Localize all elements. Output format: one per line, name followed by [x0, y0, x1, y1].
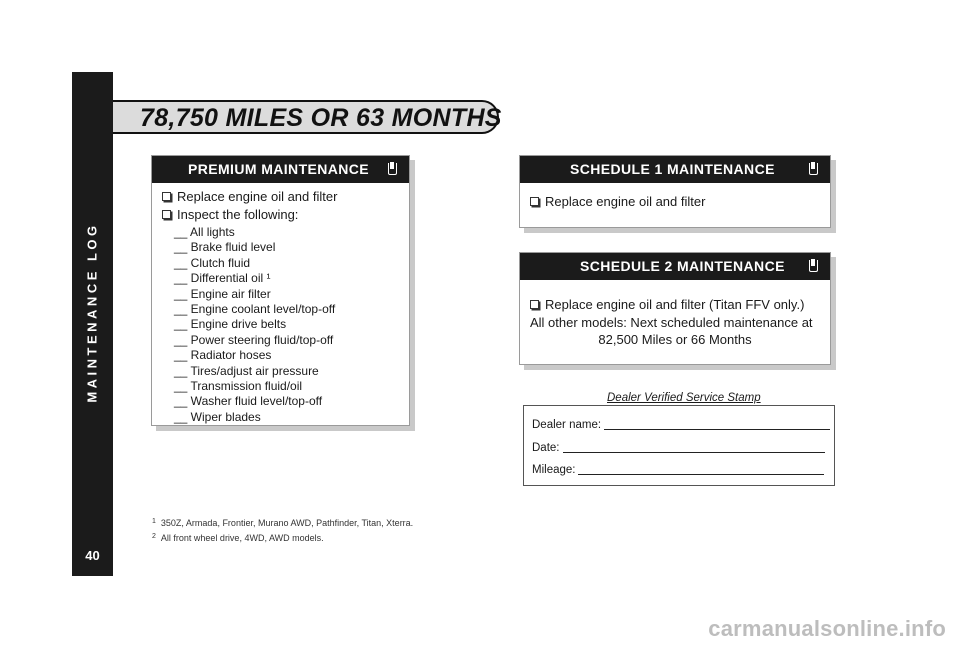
list-item: Replace engine oil and filter (Titan FFV only.)	[530, 296, 820, 314]
inspect-item: __ Engine drive belts	[174, 317, 287, 332]
checkbox-icon	[530, 300, 539, 309]
premium-maintenance-title: PREMIUM MAINTENANCE	[188, 161, 370, 177]
inspect-item: __ Engine coolant level/top-off	[174, 302, 336, 317]
schedule1-maintenance-title: SCHEDULE 1 MAINTENANCE	[570, 161, 775, 177]
mileage-label: Mileage:	[532, 464, 576, 476]
side-tab-label-wrap	[72, 82, 113, 542]
list-item: Inspect the following:	[162, 206, 399, 224]
inspect-item: __ All lights	[174, 225, 235, 239]
schedule2-next-interval: 82,500 Miles or 66 Months	[598, 332, 752, 347]
checkbox-icon	[162, 192, 171, 201]
page-title: 78,750 MILES OR 63 MONTHS	[140, 104, 502, 132]
inspect-item: __ Tires/adjust air pressure	[174, 363, 319, 378]
stamp-caption: Dealer Verified Service Stamp	[607, 392, 761, 404]
schedule2-maintenance-header	[520, 253, 830, 280]
footnote: $^2$ All front wheel drive, 4WD, AWD models.	[152, 533, 324, 543]
schedule1-maintenance-header	[520, 156, 830, 183]
mileage-field[interactable]	[578, 464, 824, 475]
clipboard-icon	[809, 163, 818, 175]
mileage-row	[532, 464, 824, 476]
date-label: Date:	[532, 442, 560, 454]
schedule1-maintenance-card	[519, 155, 831, 228]
inspect-item: __ Washer fluid level/top-off	[174, 394, 323, 409]
inspect-item: __ Differential oil ¹	[174, 271, 271, 286]
footnotes	[152, 515, 413, 545]
footnote: $^1$ 350Z, Armada, Frontier, Murano AWD, Pathfinder, Titan, Xterra.	[152, 518, 414, 528]
date-row	[532, 442, 825, 454]
side-tab-label: MAINTENANCE LOG	[85, 221, 100, 403]
dealer-stamp-box	[523, 405, 835, 486]
inspect-item: __ Clutch fluid	[174, 255, 251, 270]
dealer-name-field[interactable]	[604, 419, 830, 430]
checkbox-icon	[162, 210, 171, 219]
schedule2-maintenance-title: SCHEDULE 2 MAINTENANCE	[580, 258, 785, 274]
watermark: carmanualsonline.info	[708, 616, 946, 641]
clipboard-icon	[809, 260, 818, 272]
dealer-name-row	[532, 419, 830, 431]
inspect-item: __ Radiator hoses	[174, 348, 272, 363]
dealer-name-label: Dealer name:	[532, 419, 602, 431]
list-item: Replace engine oil and filter	[530, 193, 820, 211]
clipboard-icon	[388, 163, 397, 175]
inspect-item: __ Wiper blades	[174, 409, 261, 424]
date-field[interactable]	[563, 442, 825, 453]
inspect-item: __ Brake fluid level	[174, 240, 276, 255]
inspect-item: __ Engine air filter	[174, 286, 271, 301]
premium-maintenance-header	[152, 156, 409, 183]
inspect-item: __ Power steering fluid/top-off	[174, 332, 334, 347]
schedule2-note: All other models: Next scheduled maintenance at	[530, 314, 813, 330]
checkbox-icon	[530, 197, 539, 206]
page-number: 40	[85, 548, 100, 563]
inspect-item: __ Transmission fluid/oil	[174, 379, 303, 394]
list-item: Replace engine oil and filter	[162, 188, 399, 206]
schedule2-maintenance-card	[519, 252, 831, 365]
premium-maintenance-card	[151, 155, 410, 426]
